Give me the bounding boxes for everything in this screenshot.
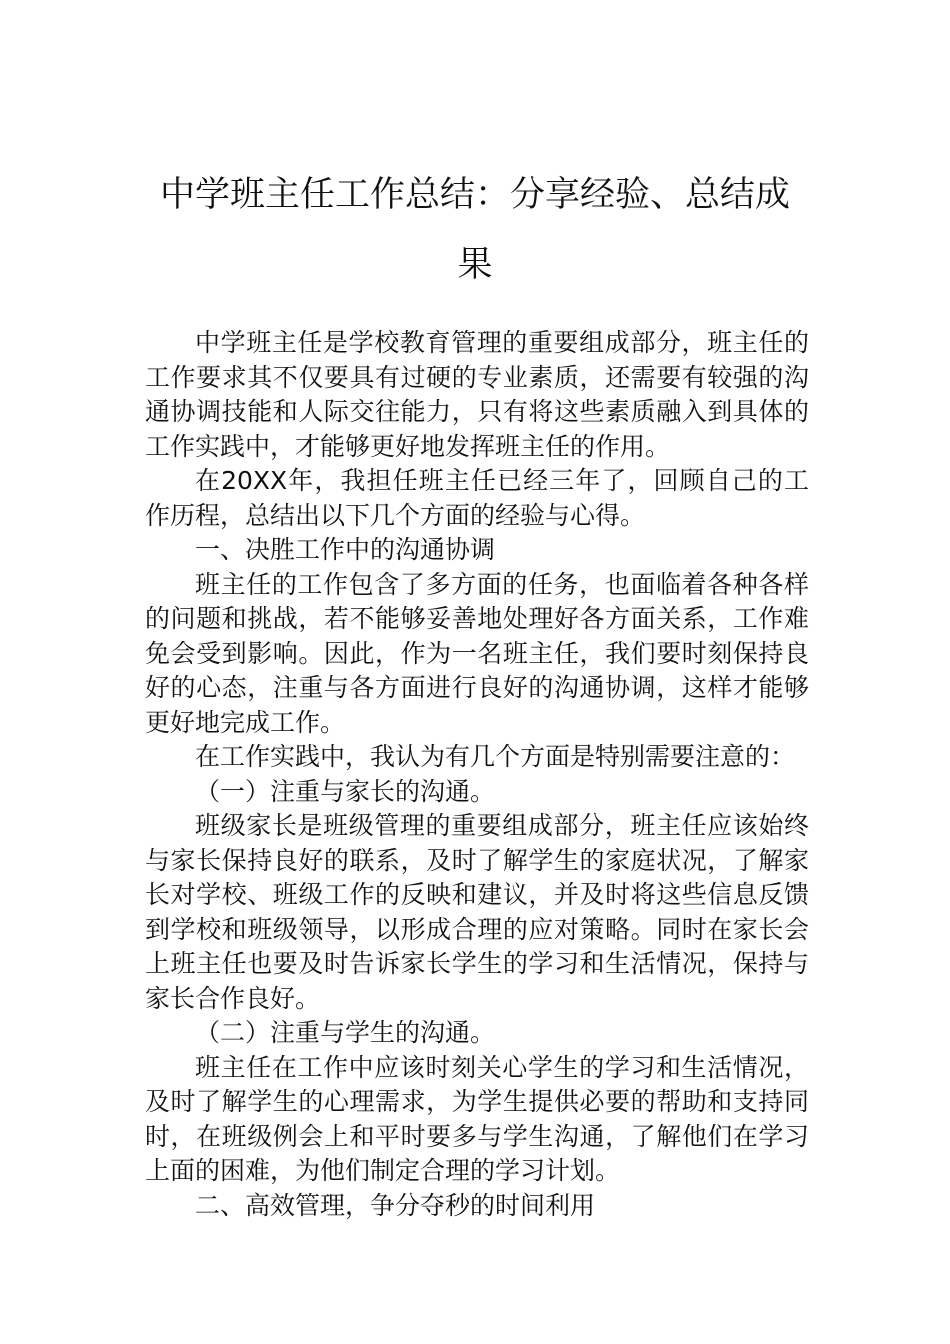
paragraph-notes: 在工作实践中，我认为有几个方面是特别需要注意的： — [195, 742, 796, 771]
subsection-heading-1: （一）注重与家长的沟通。 — [195, 776, 496, 806]
document-title: 中学班主任工作总结：分享经验、总结成果 — [159, 175, 790, 285]
section-heading-1: 一、决胜工作中的沟通协调 — [195, 535, 496, 564]
paragraph-students: 班主任在工作中应该时刻关心学生的学习和生活情况，及时了解学生的心理需求，为学生提供必要的帮助和支持同时，在班级例会上和平时要多与学生沟通，了解他们在学习上面的困难，为他们制定合理的学习计划。 — [145, 1052, 809, 1185]
paragraph-intro: 中学班主任是学校教育管理的重要组成部分，班主任的工作要求其不仅要具有过硬的专业素质，还需要有较强的沟通协调技能和人际交往能力，只有将这些素质融入到具体的工作实践中，才能够更好地发挥班主任的作用。 — [145, 328, 809, 461]
paragraph-review: 在20XX年，我担任班主任已经三年了，回顾自己的工作历程，总结出以下几个方面的经验与心得。 — [145, 466, 809, 530]
paragraph-communication: 班主任的工作包含了多方面的任务，也面临着各种各样的问题和挑战，若不能够妥善地处理好各方面关系，工作难免会受到影响。因此，作为一名班主任，我们要时刻保持良好的心态，注重与各方面进行良好的沟通协调，这样才能够更好地完成工作。 — [145, 569, 809, 737]
document-body — [145, 326, 809, 1223]
paragraph-parents: 班级家长是班级管理的重要组成部分，班主任应该始终与家长保持良好的联系，及时了解学生的家庭状况，了解家长对学校、班级工作的反映和建议，并及时将这些信息反馈到学校和班级领导，以形成合理的应对策略。同时在家长会上班主任也要及时告诉家长学生的学习和生活情况，保持与家长合作良好。 — [145, 811, 809, 1013]
section-heading-2: 二、高效管理，争分夺秒的时间利用 — [195, 1190, 596, 1220]
subsection-heading-2: （二）注重与学生的沟通。 — [195, 1018, 496, 1047]
